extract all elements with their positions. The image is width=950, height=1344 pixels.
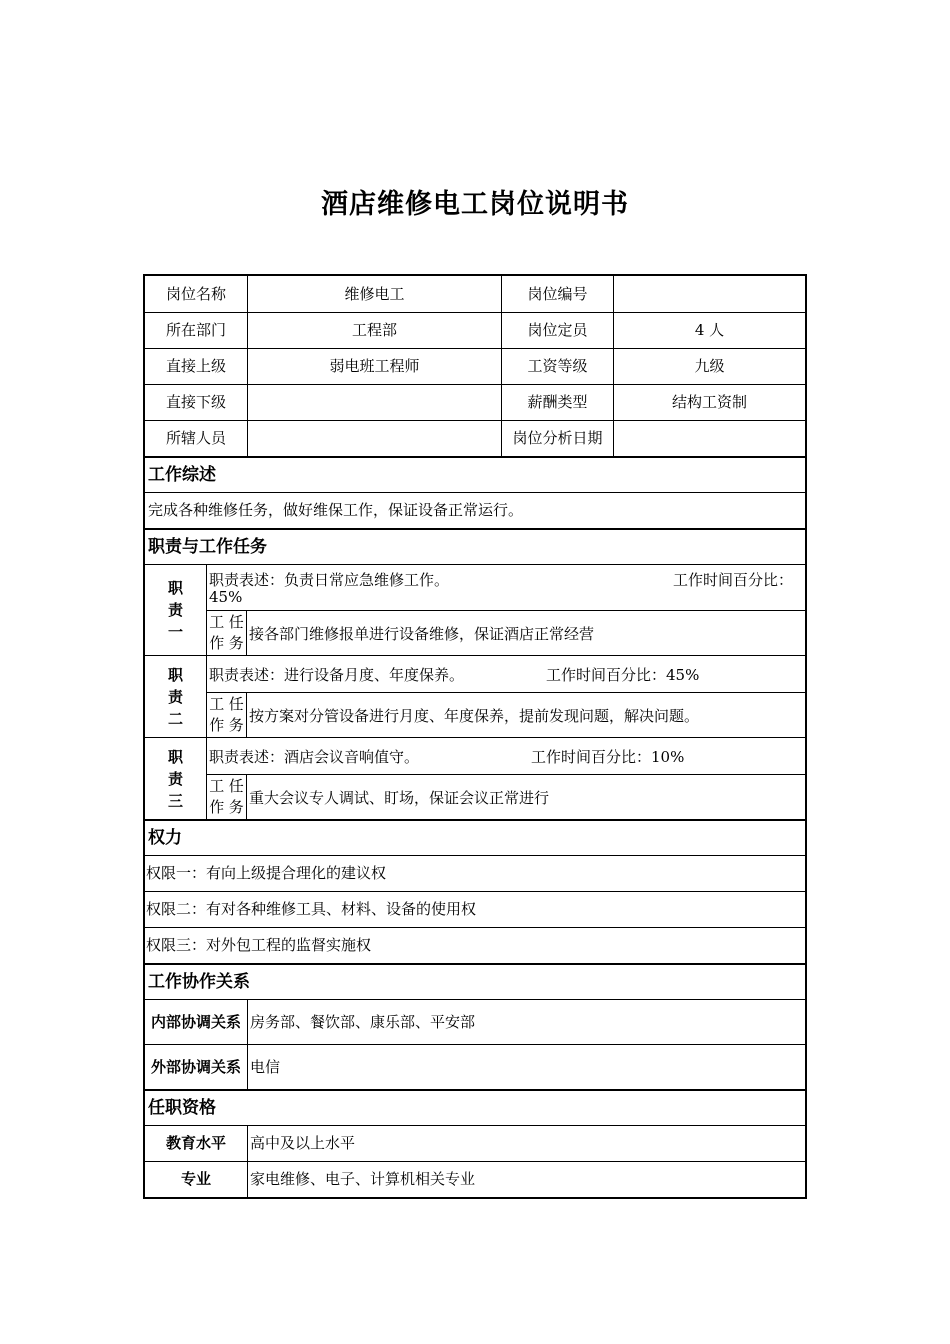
document-title: 酒店维修电工岗位说明书 xyxy=(321,189,629,220)
summary-heading: 工作综述 xyxy=(148,464,216,485)
relations-heading: 工作协作关系 xyxy=(148,971,250,992)
task-text: 按方案对分管设备进行月度、年度保养，提前发现问题，解决问题。 xyxy=(249,706,700,725)
field-label: 岗位分析日期 xyxy=(501,421,613,456)
duty-label-char: 二 xyxy=(167,709,183,728)
job-description-table xyxy=(143,274,807,1199)
summary-text-row xyxy=(145,492,805,528)
field-value: 维修电工 xyxy=(247,276,501,312)
field-value: 九级 xyxy=(613,349,805,384)
qualification-row xyxy=(145,1161,805,1197)
relations-heading-row xyxy=(145,963,805,999)
basic-info-row xyxy=(145,312,805,348)
field-value xyxy=(247,421,501,456)
authority-heading: 权力 xyxy=(148,827,182,848)
relation-value: 房务部、餐饮部、康乐部、平安部 xyxy=(247,1000,805,1044)
duty-label-char: 责 xyxy=(167,601,183,619)
duty-label-char: 责 xyxy=(167,769,183,788)
duty-label xyxy=(145,738,207,819)
duty-label-char: 责 xyxy=(167,687,183,706)
authority-item: 权限三：对外包工程的监督实施权 xyxy=(146,936,372,954)
duty-block xyxy=(145,655,805,737)
field-label: 岗位名称 xyxy=(165,284,226,303)
duty-description-row xyxy=(207,738,805,774)
summary-heading-row xyxy=(145,456,805,492)
authority-item: 权限一：有向上级提合理化的建议权 xyxy=(146,864,387,882)
field-label: 直接上级 xyxy=(165,357,226,375)
basic-info-row xyxy=(145,384,805,420)
duties-heading-row xyxy=(145,528,805,564)
duty-label-char: 职 xyxy=(167,579,183,597)
field-value: 结构工资制 xyxy=(613,385,805,420)
duty-time-percent-label: 工作时间百分比： xyxy=(672,571,793,589)
authority-item: 权限二：有对各种维修工具、材料、设备的使用权 xyxy=(146,900,477,918)
field-label: 直接下级 xyxy=(165,393,226,411)
duty-time-percent: 工作时间百分比：10% xyxy=(531,747,685,766)
duty-time-percent: 工作时间百分比：45% xyxy=(546,665,700,684)
task-label: 工作 任务 xyxy=(207,775,247,819)
relation-row xyxy=(145,999,805,1044)
field-value: 4 人 xyxy=(613,313,805,348)
basic-info-row xyxy=(145,420,805,456)
duty-task-row xyxy=(207,692,805,737)
duty-label xyxy=(145,565,207,655)
field-label: 薪酬类型 xyxy=(501,385,613,420)
task-text: 重大会议专人调试、盯场，保证会议正常进行 xyxy=(249,788,550,807)
relation-value: 电信 xyxy=(247,1045,805,1089)
duty-time-percent-value: 45% xyxy=(209,588,243,606)
qualifications-heading: 任职资格 xyxy=(148,1097,216,1118)
duty-description: 职责表述：进行设备月度、年度保养。 xyxy=(209,665,465,684)
task-label: 工作 任务 xyxy=(207,611,247,655)
duty-block xyxy=(145,564,805,655)
relation-label: 内部协调关系 xyxy=(151,1012,242,1031)
duty-label-char: 一 xyxy=(167,623,183,641)
task-label: 工作 任务 xyxy=(207,693,247,737)
duty-description: 职责表述：酒店会议音响值守。 xyxy=(209,747,420,766)
basic-info-row xyxy=(145,348,805,384)
field-value xyxy=(247,385,501,420)
field-label: 所辖人员 xyxy=(165,429,226,447)
duty-label xyxy=(145,656,207,737)
authority-row xyxy=(145,891,805,927)
authority-row xyxy=(145,927,805,963)
field-label: 岗位定员 xyxy=(501,313,613,348)
qualification-label: 教育水平 xyxy=(165,1134,226,1152)
field-value: 工程部 xyxy=(247,313,501,348)
qualification-label: 专业 xyxy=(180,1170,211,1188)
relation-label: 外部协调关系 xyxy=(151,1057,242,1076)
summary-text: 完成各种维修任务，做好维保工作，保证设备正常运行。 xyxy=(148,501,524,519)
field-label: 岗位编号 xyxy=(501,276,613,312)
duty-description-row xyxy=(207,656,805,692)
field-label: 所在部门 xyxy=(165,321,226,339)
field-value xyxy=(613,421,805,456)
task-text: 接各部门维修报单进行设备维修，保证酒店正常经营 xyxy=(249,624,595,643)
duty-task-row xyxy=(207,774,805,819)
duty-block xyxy=(145,737,805,819)
field-value xyxy=(613,276,805,312)
field-value: 弱电班工程师 xyxy=(247,349,501,384)
qualifications-heading-row xyxy=(145,1089,805,1125)
duty-label-char: 职 xyxy=(167,747,183,766)
duty-label-char: 职 xyxy=(167,665,183,684)
duty-label-char: 三 xyxy=(167,791,183,810)
duty-task-row xyxy=(207,610,805,655)
duty-description: 职责表述：负责日常应急维修工作。 xyxy=(209,571,450,589)
field-label: 工资等级 xyxy=(501,349,613,384)
authority-heading-row xyxy=(145,819,805,855)
qualification-value: 高中及以上水平 xyxy=(247,1126,805,1161)
qualification-value: 家电维修、电子、计算机相关专业 xyxy=(247,1162,805,1197)
relation-row xyxy=(145,1044,805,1089)
duty-description-row xyxy=(207,565,805,610)
qualification-row xyxy=(145,1125,805,1161)
authority-row xyxy=(145,855,805,891)
basic-info-row xyxy=(145,276,805,312)
duties-heading: 职责与工作任务 xyxy=(148,536,267,557)
